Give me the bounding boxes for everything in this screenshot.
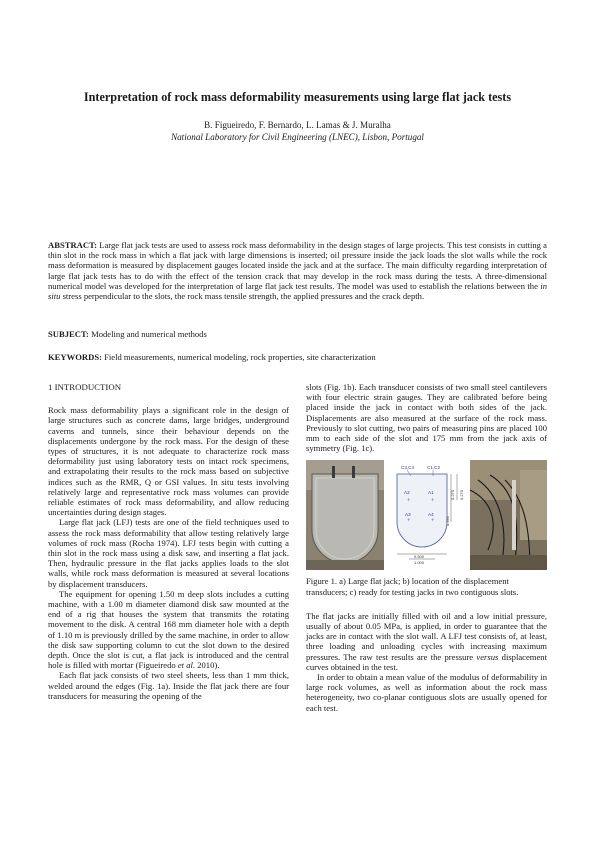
intro-p3-italic: et al bbox=[177, 660, 193, 671]
right-paragraph-3: In order to obtain a mean value of the modulus of deformability in large rock volumes, as well as information about the rock mass heterogeneity, two co-planar contiguous slots are usually opened for each test. bbox=[306, 672, 547, 713]
subject-text: Modeling and numerical methods bbox=[88, 329, 207, 339]
right-p2-text: The flat jacks are initially filled with oil and a low initial pressure, usually of about 0.05 MPa, is applied, in order to guarantee that the jacks are in contact with the slot wall. A LFJ test consists of, at least, three loading and unloading cycles with increasing maximum pressures. The raw test results are the pressure bbox=[306, 610, 547, 662]
label-a1: A1 bbox=[428, 490, 434, 496]
keywords-line bbox=[48, 352, 547, 362]
dim-0395: 0.395 bbox=[445, 516, 450, 527]
keywords-text: Field measurements, numerical modeling, rock properties, site characterization bbox=[101, 352, 376, 362]
abstract-text-2: stress perpendicular to the slots, the rock mass tensile strength, the applied pressures and the crack depth. bbox=[60, 291, 425, 302]
label-a4: A4 bbox=[428, 512, 434, 518]
affiliation: National Laboratory for Civil Engineering (LNEC), Lisbon, Portugal bbox=[171, 132, 424, 142]
keywords-label: KEYWORDS: bbox=[48, 352, 102, 362]
dim-0270a: 0.270 bbox=[450, 490, 455, 501]
abstract-label: ABSTRACT: bbox=[48, 240, 98, 250]
flat-jack-photo bbox=[306, 460, 384, 570]
svg-text:+: + bbox=[407, 498, 411, 505]
right-p2-end: displacement curves obtained in the test. bbox=[306, 651, 547, 672]
paper-title: Interpretation of rock mass deformability measurements using large flat jack tests bbox=[83, 90, 512, 104]
abstract bbox=[48, 240, 547, 301]
left-column bbox=[48, 382, 289, 701]
dim-0500: 0.500 bbox=[414, 554, 425, 560]
svg-text:+: + bbox=[431, 518, 435, 525]
label-c3c4: C3,C4 bbox=[401, 465, 415, 471]
dim-0270b: 0.270 bbox=[459, 490, 464, 501]
intro-p3-end: . 2010). bbox=[192, 660, 220, 671]
figure-caption: Figure 1. a) Large flat jack; b) location of the displacement transducers; c) ready for testing jacks in two contiguous slots. bbox=[306, 576, 519, 597]
jacks-in-slots-photo bbox=[470, 460, 547, 570]
right-paragraph-2 bbox=[306, 611, 547, 672]
abstract-italic: in situ bbox=[48, 280, 547, 302]
svg-text:+: + bbox=[431, 498, 435, 505]
subject-label: SUBJECT: bbox=[48, 329, 89, 339]
right-paragraph-1: slots (Fig. 1b). Each transducer consists of two small steel cantilevers with four electric strain gauges. They are calibrated before being placed inside the jack in contact with both sides of the jack. Displacements are also measured at the surface of the rock mass. Previously to slot cutting, two pairs of measuring pins are placed 100 mm to each side of the slot and 175 mm from the jack axis of symmetry (Fig. 1c). bbox=[306, 382, 547, 454]
intro-paragraph-2: Large flat jack (LFJ) tests are one of the field techniques used to assess the rock mass deformability that allow testing relatively large volumes of rock mass (Rocha 1974). LFJ tests begin with cutting a thin slot in the rock mass using a disk saw, and inserting a flat jack. Then, hydraulic pressure in the flat jacks applies loads to the slot walls, while rock mass deformation is measured at several locations by displacement transducers. bbox=[48, 517, 289, 589]
intro-p3-text: The equipment for opening 1.50 m deep slots includes a cutting machine, with a 1.00 m diameter diamond disk saw mounted at the end of a rig that houses the system that transmits the rotating movement to the disk. A central 168 mm diameter hole with a depth of 1.10 m is previously drilled by the same machine, in order to allow the disk saw supporting column to cut the slot down to the desired depth. Once the slot is cut, a flat jack is introduced and the central hole is filled with mortar (Figueiredo bbox=[48, 588, 289, 671]
intro-paragraph-3 bbox=[48, 589, 289, 671]
subject-line bbox=[48, 329, 547, 339]
figure-1 bbox=[306, 460, 547, 570]
svg-text:+: + bbox=[407, 518, 411, 525]
author-list: B. Figueiredo, F. Bernardo, L. Lamas & J. Muralha bbox=[204, 120, 391, 130]
intro-paragraph-1: Rock mass deformability plays a significant role in the design of large structures such as concrete dams, large bridges, underground caverns and tunnels, since their behaviour depends on the displacements undergone by the rock mass. For the design of these types of structures, it is not adequate to characterize rock mass deformability just using laboratory tests on intact rock specimens, and extrapolating their results to the rock mass based on subjective indices such as the RMR, Q or GSI values. In situ tests involving relatively large and representative rock mass volumes can provide reliable estimates of rock mass deformability, and allow reducing uncertainties during design stages. bbox=[48, 405, 289, 518]
section-heading: 1 INTRODUCTION bbox=[48, 382, 122, 392]
label-c1c2: C1,C2 bbox=[427, 465, 441, 471]
abstract-text-1: Large flat jack tests are used to assess rock mass deformability in the design stages of large projects. This test consists in cutting a thin slot in the rock mass in which a flat jack with large dimensions is inserted; oil pressure inside the jack loads the slot walls while the rock mass deformation is measured by displacement gauges located inside the jack and at the surface. The main difficulty regarding interpretation of large flat jack tests has to do with the effect of the tension crack that may develop in the rock mass during the tests. A three-dimensional numerical model was developed for the interpretation of large flat jack test results. The model was used to establish the relations between the bbox=[48, 240, 547, 291]
right-p2-italic: versus bbox=[476, 651, 499, 662]
dim-1000: 1.000 bbox=[414, 560, 425, 566]
intro-paragraph-4: Each flat jack consists of two steel sheets, less than 1 mm thick, welded around the edges (Fig. 1a). Inside the flat jack there are four transducers for measuring the opening of the bbox=[48, 670, 289, 701]
label-a3: A3 bbox=[405, 512, 411, 518]
right-column bbox=[306, 382, 547, 713]
transducer-location-diagram bbox=[387, 460, 467, 570]
label-a2: A2 bbox=[404, 490, 410, 496]
